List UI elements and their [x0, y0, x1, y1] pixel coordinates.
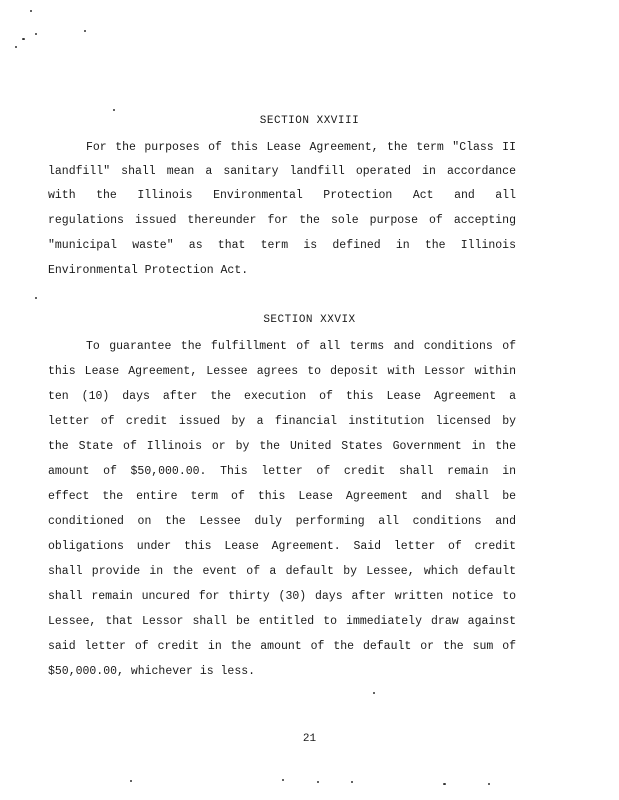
section-29-line: shall remain uncured for thirty (30) days after written notice to [48, 590, 516, 603]
section-29-heading: SECTION XXVIX [263, 314, 356, 326]
section-29-line: amount of $50,000.00. This letter of credit shall remain in [48, 465, 516, 478]
scan-speck [488, 783, 490, 785]
scan-speck [84, 30, 86, 32]
scan-speck [35, 297, 37, 299]
section-29-line: this Lease Agreement, Lessee agrees to deposit with Lessor within [48, 365, 516, 378]
page-number: 21 [302, 733, 317, 745]
scan-speck [113, 109, 115, 111]
section-28-heading: SECTION XXVIII [259, 115, 360, 127]
scan-speck [351, 781, 353, 783]
section-29-line: To guarantee the fulfillment of all terms and conditions of [86, 340, 516, 353]
section-29-line: Lessee, that Lessor shall be entitled to immediately draw against [48, 615, 516, 628]
section-28-line: with the Illinois Environmental Protection Act and all [48, 189, 516, 202]
section-28-line: regulations issued thereunder for the sole purpose of accepting [48, 214, 516, 227]
scan-speck [22, 38, 25, 40]
scan-speck [130, 780, 132, 782]
scan-speck [30, 10, 32, 12]
section-29-line: the State of Illinois or by the United States Government in the [48, 440, 516, 453]
section-29-line: ten (10) days after the execution of this Lease Agreement a [48, 390, 516, 403]
scan-speck [443, 783, 446, 785]
section-28-line: "municipal waste" as that term is defined in the Illinois [48, 239, 516, 252]
section-29-line: shall provide in the event of a default by Lessee, which default [48, 565, 516, 578]
section-28-line: For the purposes of this Lease Agreement, the term "Class II [86, 141, 516, 154]
section-29-line: said letter of credit in the amount of the default or the sum of [48, 640, 516, 653]
section-28-line: Environmental Protection Act. [48, 264, 249, 277]
scan-speck [282, 779, 284, 781]
section-29-line: effect the entire term of this Lease Agreement and shall be [48, 490, 516, 503]
section-28-line: landfill" shall mean a sanitary landfill operated in accordance [48, 165, 516, 178]
scan-speck [317, 781, 319, 783]
section-29-line: conditioned on the Lessee duly performing all conditions and [48, 515, 516, 528]
scan-speck [35, 33, 37, 35]
scan-speck [15, 46, 17, 48]
section-29-line: obligations under this Lease Agreement. Said letter of credit [48, 540, 516, 553]
scan-speck [373, 692, 375, 694]
section-29-line: $50,000.00, whichever is less. [48, 665, 256, 678]
section-29-line: letter of credit issued by a financial institution licensed by [48, 415, 516, 428]
